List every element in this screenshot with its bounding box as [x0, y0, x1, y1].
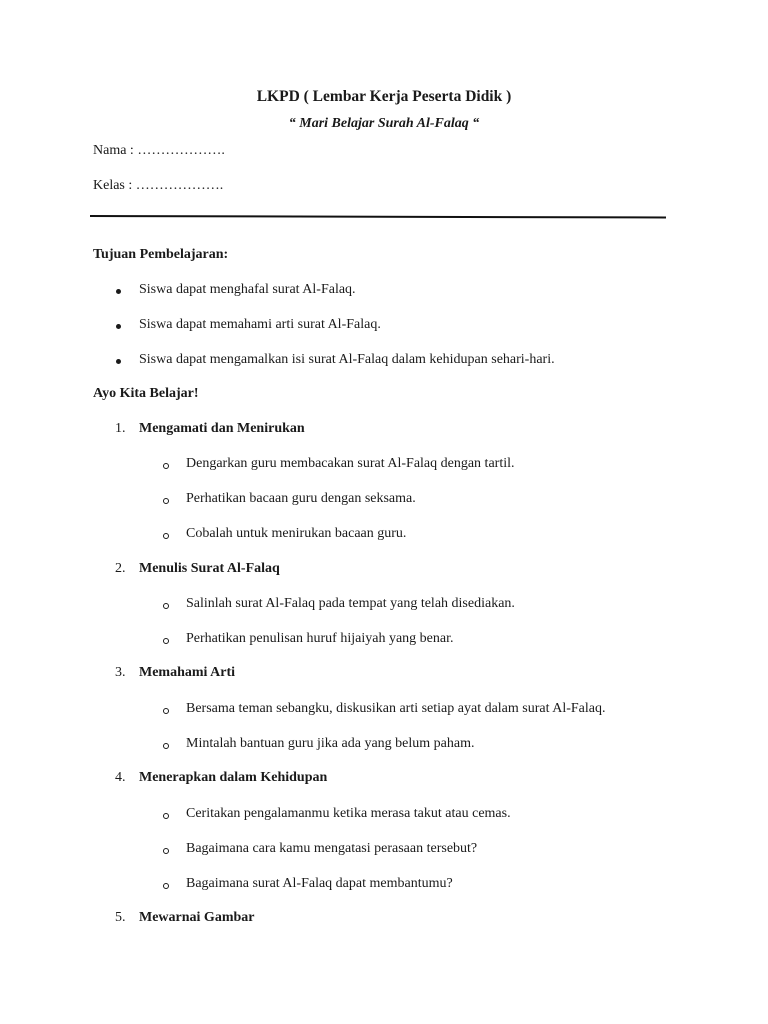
circle-bullet-icon [163, 463, 169, 469]
step-number: 2. [115, 561, 126, 576]
step-number: 4. [115, 770, 126, 785]
circle-bullet-icon [163, 813, 169, 819]
step-number: 1. [115, 421, 126, 436]
step-item: Perhatikan penulisan huruf hijaiyah yang benar. [186, 631, 454, 646]
objectives-heading: Tujuan Pembelajaran: [93, 247, 229, 262]
circle-bullet-icon [163, 638, 169, 644]
name-field: Nama : ………………. [93, 143, 225, 158]
circle-bullet-icon [163, 848, 169, 854]
circle-bullet-icon [163, 708, 169, 714]
circle-bullet-icon [163, 533, 169, 539]
step-item: Cobalah untuk menirukan bacaan guru. [186, 526, 407, 541]
circle-bullet-icon [163, 883, 169, 889]
step-title: Menerapkan dalam Kehidupan [139, 770, 328, 785]
bullet-dot-icon [116, 359, 121, 364]
step-title: Memahami Arti [139, 665, 236, 680]
step-item: Bersama teman sebangku, diskusikan arti setiap ayat dalam surat Al-Falaq. [186, 701, 606, 716]
class-field: Kelas : ………………. [93, 178, 224, 193]
objective-item: Siswa dapat memahami arti surat Al-Falaq. [139, 317, 381, 332]
page-subtitle: “ Mari Belajar Surah Al-Falaq “ [288, 116, 480, 131]
step-title: Mengamati dan Menirukan [139, 421, 305, 436]
bullet-dot-icon [116, 324, 121, 329]
step-item: Mintalah bantuan guru jika ada yang belum paham. [186, 736, 475, 751]
activities-heading: Ayo Kita Belajar! [93, 386, 199, 401]
circle-bullet-icon [163, 603, 169, 609]
step-number: 3. [115, 665, 126, 680]
step-item: Perhatikan bacaan guru dengan seksama. [186, 491, 416, 506]
step-item: Ceritakan pengalamanmu ketika merasa takut atau cemas. [186, 806, 511, 821]
step-title: Menulis Surat Al-Falaq [139, 561, 280, 576]
header-divider [90, 215, 666, 218]
objective-item: Siswa dapat menghafal surat Al-Falaq. [139, 282, 356, 297]
circle-bullet-icon [163, 743, 169, 749]
step-number: 5. [115, 910, 126, 925]
step-item: Dengarkan guru membacakan surat Al-Falaq dengan tartil. [186, 456, 515, 471]
bullet-dot-icon [116, 289, 121, 294]
step-item: Bagaimana surat Al-Falaq dapat membantumu? [186, 876, 453, 891]
circle-bullet-icon [163, 498, 169, 504]
step-item: Salinlah surat Al-Falaq pada tempat yang telah disediakan. [186, 596, 515, 611]
step-title: Mewarnai Gambar [139, 910, 255, 925]
step-item: Bagaimana cara kamu mengatasi perasaan tersebut? [186, 841, 478, 856]
page-title: LKPD ( Lembar Kerja Peserta Didik ) [256, 88, 512, 105]
objective-item: Siswa dapat mengamalkan isi surat Al-Falaq dalam kehidupan sehari-hari. [139, 352, 555, 367]
